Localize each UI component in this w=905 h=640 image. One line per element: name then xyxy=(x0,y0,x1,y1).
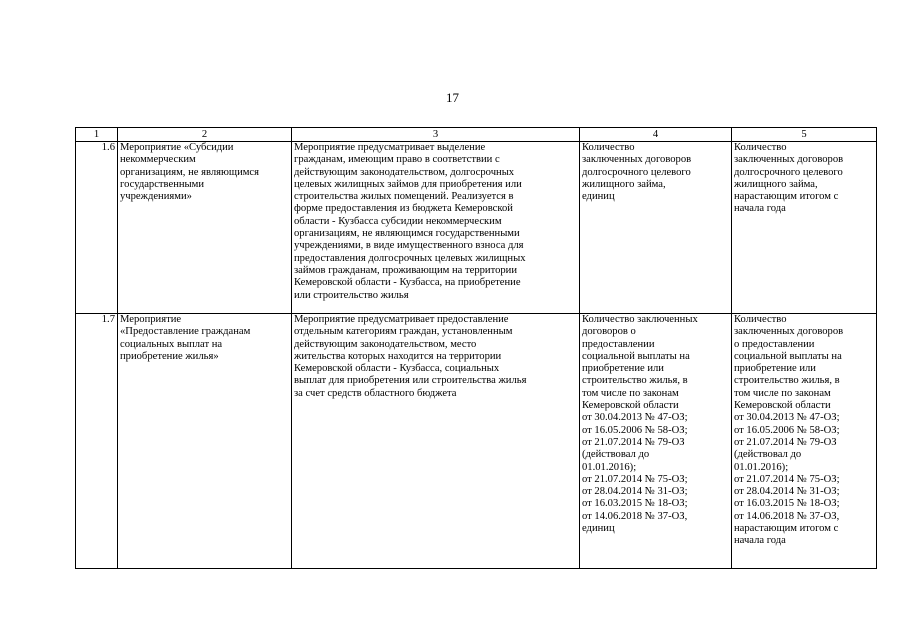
column-header-4: 4 xyxy=(580,128,732,142)
calculation-cell: Количество заключенных договоров о предоставлении социальной выплаты на приобретение или строительство жилья, в том числе по законам Кемеровской области от 30.04.2013 № 47-ОЗ; от 16.05.2006 № 58-ОЗ; от 21.07.2014 № 79-ОЗ (действовал до 01.01.2016); от 21.07.2014 № 75-ОЗ; от 28.04.2014 № 31-ОЗ; от 16.03.2015 № 18-ОЗ; от 14.06.2018 № 37-ОЗ, нарастающим итогом с начала года xyxy=(732,314,877,569)
indicator-cell: Количество заключенных договоров о предоставлении социальной выплаты на приобретение или строительство жилья, в том числе по законам Кемеровской области от 30.04.2013 № 47-ОЗ; от 16.05.2006 № 58-ОЗ; от 21.07.2014 № 79-ОЗ (действовал до 01.01.2016); от 21.07.2014 № 75-ОЗ; от 28.04.2014 № 31-ОЗ; от 16.03.2015 № 18-ОЗ; от 14.06.2018 № 37-ОЗ, единиц xyxy=(580,314,732,569)
indicator-cell: Количество заключенных договоров долгосрочного целевого жилищного займа, единиц xyxy=(580,142,732,314)
column-header-3: 3 xyxy=(292,128,580,142)
table-row xyxy=(76,314,877,569)
event-cell: Мероприятие «Предоставление гражданам социальных выплат на приобретение жилья» xyxy=(118,314,292,569)
header-row xyxy=(76,128,877,142)
calculation-cell: Количество заключенных договоров долгосрочного целевого жилищного займа, нарастающим итогом с начала года xyxy=(732,142,877,314)
event-cell: Мероприятие «Субсидии некоммерческим организациям, не являющимся государственными учреждениями» xyxy=(118,142,292,314)
description-cell: Мероприятие предусматривает предоставление отдельным категориям граждан, установленным действующим законодательством, место жительства которых находится на территории Кемеровской области - Кузбасса, социальных выплат для приобретения или строительства жилья за счет средств областного бюджета xyxy=(292,314,580,569)
description-cell: Мероприятие предусматривает выделение гражданам, имеющим право в соответствии с действующим законодательством, долгосрочных целевых жилищных займов для приобретения или строительства жилых помещений. Реализуется в форме предоставления из бюджета Кемеровской области - Кузбасса субсидии некоммерческим организациям, не являющимся государственными учреждениями, в виде имущественного взноса для предоставления долгосрочных целевых жилищных займов гражданам, проживающим на территории Кемеровской области - Кузбасса, на приобретение или строительство жилья xyxy=(292,142,580,314)
column-header-1: 1 xyxy=(76,128,118,142)
row-number: 1.6 xyxy=(76,142,118,314)
row-number: 1.7 xyxy=(76,314,118,569)
column-header-2: 2 xyxy=(118,128,292,142)
column-header-5: 5 xyxy=(732,128,877,142)
measures-table xyxy=(75,127,877,569)
page-number: 17 xyxy=(446,90,459,105)
table-row xyxy=(76,142,877,314)
